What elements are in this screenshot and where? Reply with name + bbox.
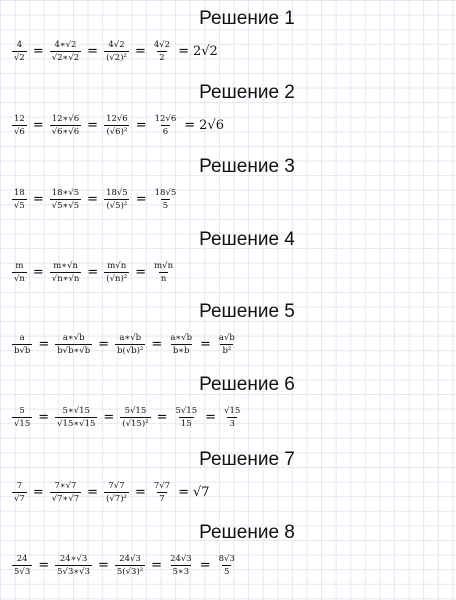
numerator: 4 [16, 40, 23, 50]
numerator: m [15, 261, 24, 271]
numerator: 5∗√15 [62, 406, 90, 416]
fraction [104, 114, 130, 137]
denominator: b√b∗√b [57, 346, 91, 356]
denominator: (√7)² [106, 494, 127, 504]
numerator: 5√15 [175, 406, 198, 416]
equation [10, 188, 180, 211]
solution-title: Решение 6 [199, 374, 295, 395]
equals-sign: = [135, 265, 147, 280]
fraction [12, 114, 27, 137]
fraction [217, 554, 237, 577]
denominator: √15 [14, 419, 31, 429]
equals-sign: = [178, 44, 189, 59]
equals-sign: = [200, 337, 211, 352]
denominator: √7∗√7 [51, 494, 80, 504]
equals-sign: = [32, 192, 44, 207]
numerator: 18∗√5 [51, 188, 80, 198]
equals-sign: = [205, 410, 217, 425]
final-result: 2√2 [193, 44, 218, 59]
fraction [12, 481, 27, 504]
denominator: √n∗√n [51, 274, 80, 284]
fraction [104, 481, 129, 504]
fraction [50, 481, 81, 504]
fraction [104, 188, 130, 211]
equals-sign: = [32, 44, 44, 59]
numerator: 24 [16, 554, 28, 564]
equals-sign: = [87, 485, 99, 500]
denominator: b(√b)² [117, 346, 144, 356]
denominator: √2∗√2 [51, 53, 80, 63]
solution-title: Решение 2 [199, 82, 295, 103]
equation [10, 406, 244, 429]
denominator: b² [222, 346, 232, 356]
numerator: m∗√n [53, 261, 78, 271]
fraction [120, 406, 150, 429]
denominator: √n [14, 274, 25, 284]
numerator: 18√5 [154, 188, 177, 198]
equals-sign: = [87, 118, 99, 133]
equals-sign: = [199, 558, 211, 573]
fraction [217, 333, 237, 356]
fraction [152, 40, 172, 63]
fraction [152, 261, 175, 284]
denominator: √15∗√15 [57, 419, 96, 429]
equation [10, 554, 239, 577]
denominator: (√2)² [106, 53, 127, 63]
equals-sign: = [135, 192, 147, 207]
numerator: 4√2 [108, 40, 125, 50]
equation [10, 481, 210, 504]
equals-sign: = [178, 485, 189, 500]
denominator: (√n)² [106, 274, 128, 284]
fraction [168, 554, 194, 577]
equals-sign: = [134, 44, 146, 59]
numerator: 5√15 [124, 406, 147, 416]
denominator: b√b [14, 346, 31, 356]
equation [10, 114, 224, 137]
numerator: 8√3 [218, 554, 235, 564]
denominator: 3 [229, 419, 235, 429]
numerator: 24∗√3 [59, 554, 88, 564]
denominator: 5 [162, 201, 169, 211]
denominator: 6 [162, 127, 169, 137]
equals-sign: = [103, 410, 115, 425]
numerator: 7∗√7 [54, 481, 77, 491]
numerator: 7 [16, 481, 23, 491]
numerator: a∗√b [119, 333, 142, 343]
numerator: 5 [19, 406, 25, 416]
fraction [50, 261, 82, 284]
numerator: 12√6 [154, 114, 177, 124]
fraction [12, 261, 27, 284]
fraction [50, 114, 81, 137]
fraction [12, 406, 32, 429]
equation [10, 40, 218, 63]
equals-sign: = [38, 337, 50, 352]
fraction [12, 40, 27, 63]
denominator: (√5)² [106, 201, 128, 211]
fraction [153, 114, 179, 137]
final-result: √7 [193, 485, 210, 500]
denominator: b∗b [172, 346, 190, 356]
fraction [222, 406, 242, 429]
fraction [12, 554, 32, 577]
equals-sign: = [32, 485, 44, 500]
denominator: √5∗√5 [51, 201, 80, 211]
denominator: 5√3∗√3 [57, 567, 90, 577]
equals-sign: = [87, 192, 99, 207]
denominator: √7 [14, 494, 25, 504]
numerator: 12√6 [106, 114, 128, 124]
numerator: a∗√b [62, 333, 85, 343]
equals-sign: = [156, 410, 168, 425]
denominator: √6 [14, 127, 25, 137]
equals-sign: = [98, 337, 110, 352]
equation [10, 333, 239, 356]
equals-sign: = [38, 410, 50, 425]
numerator: √15 [224, 406, 241, 416]
fraction [55, 333, 92, 356]
fraction [55, 554, 92, 577]
denominator: 7 [159, 494, 165, 504]
numerator: a√b [218, 333, 235, 343]
fraction [50, 188, 81, 211]
fraction [12, 188, 27, 211]
denominator: (√15)² [122, 419, 149, 429]
fraction [152, 481, 172, 504]
denominator: 5(√3)² [116, 567, 144, 577]
fraction [168, 333, 194, 356]
fraction [173, 406, 199, 429]
fraction [50, 40, 81, 63]
solution-title: Решение 5 [199, 301, 295, 322]
fraction [104, 40, 129, 63]
denominator: (√6)² [106, 127, 128, 137]
numerator: a [19, 333, 25, 343]
final-result: 2√6 [199, 118, 224, 133]
numerator: 12∗√6 [51, 114, 80, 124]
solution-title: Решение 8 [199, 522, 295, 543]
equals-sign: = [134, 485, 146, 500]
denominator: 5√3 [14, 567, 31, 577]
denominator: √6∗√6 [51, 127, 80, 137]
numerator: a∗√b [170, 333, 193, 343]
numerator: m√n [154, 261, 174, 271]
numerator: 18 [14, 188, 25, 198]
fraction [153, 188, 179, 211]
equals-sign: = [97, 558, 109, 573]
denominator: 5∗3 [172, 567, 190, 577]
equals-sign: = [87, 265, 99, 280]
fraction [104, 261, 129, 284]
equals-sign: = [184, 118, 196, 133]
equals-sign: = [87, 44, 99, 59]
numerator: m√n [107, 261, 127, 271]
equals-sign: = [151, 558, 163, 573]
denominator: √2 [14, 53, 25, 63]
solution-title: Решение 7 [199, 449, 295, 470]
numerator: 7√7 [153, 481, 171, 491]
solution-title: Решение 4 [199, 229, 295, 250]
numerator: 4∗√2 [54, 40, 77, 50]
equals-sign: = [32, 118, 44, 133]
numerator: 24√3 [119, 554, 141, 564]
equals-sign: = [135, 118, 147, 133]
denominator: n [160, 274, 167, 284]
equals-sign: = [38, 558, 50, 573]
numerator: 7√7 [108, 481, 125, 491]
denominator: 5 [224, 567, 230, 577]
fraction [55, 406, 97, 429]
denominator: √5 [14, 201, 25, 211]
equals-sign: = [32, 265, 44, 280]
denominator: 2 [159, 53, 165, 63]
equals-sign: = [151, 337, 163, 352]
solution-title: Решение 1 [199, 8, 295, 29]
fraction [12, 333, 32, 356]
solution-title: Решение 3 [199, 156, 295, 177]
fraction [115, 554, 145, 577]
numerator: 24√3 [170, 554, 192, 564]
numerator: 12 [14, 114, 25, 124]
numerator: 4√2 [153, 40, 171, 50]
equation [10, 261, 177, 284]
denominator: 15 [180, 419, 192, 429]
fraction [115, 333, 145, 356]
numerator: 18√5 [106, 188, 128, 198]
